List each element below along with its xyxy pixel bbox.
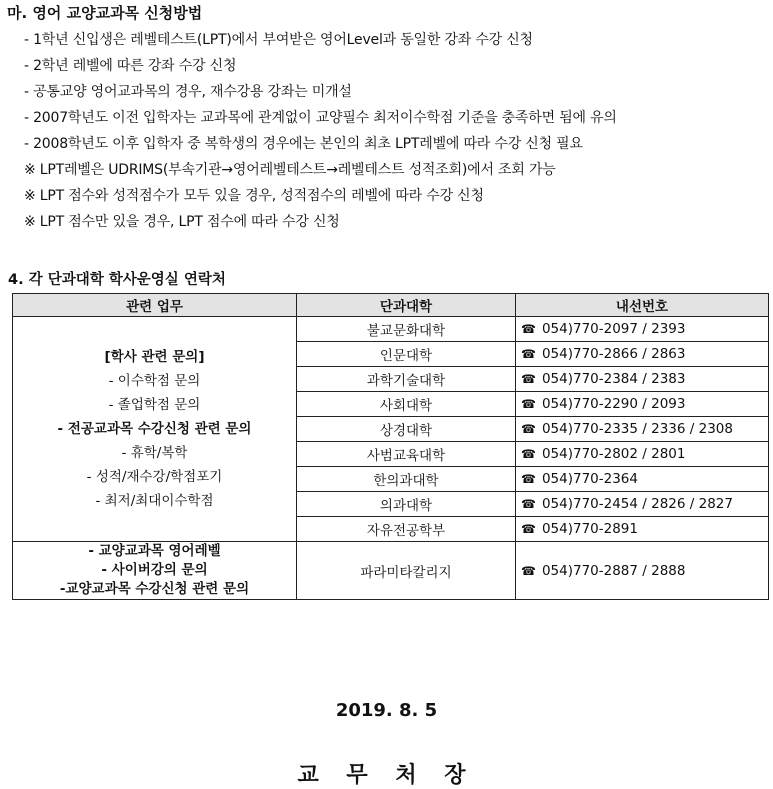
instruction-item: - 공통교양 영어교과목의 경우, 재수강용 강좌는 미개설 <box>24 84 352 100</box>
note-item: ※ LPT 점수와 성적점수가 모두 있을 경우, 성적점수의 레벨에 따라 수강 신청 <box>24 188 484 204</box>
extension-number: 054)770-2891 <box>541 521 638 537</box>
extension-number: 054)770-2097 / 2393 <box>541 321 686 337</box>
college-name: 의과대학 <box>297 492 516 517</box>
college-name: 과학기술대학 <box>297 367 516 392</box>
phone-icon: ☎ <box>521 563 536 578</box>
college-name: 인문대학 <box>297 342 516 367</box>
document-date: 2019. 8. 5 <box>335 700 438 721</box>
college-name: 사회대학 <box>297 392 516 417</box>
note-item: ※ LPT 점수만 있을 경우, LPT 점수에 따라 수강 신청 <box>24 214 340 230</box>
liberal-arts-inquiry-cell <box>13 542 297 600</box>
instruction-item: - 1학년 신입생은 레벨테스트(LPT)에서 부여받은 영어Level과 동일한 강좌 수강 신청 <box>24 32 533 48</box>
college-name: 자유전공학부 <box>297 517 516 542</box>
academic-inquiry-cell <box>13 317 297 542</box>
instruction-item: - 2학년 레벨에 따른 강좌 수강 신청 <box>24 58 237 74</box>
extension-number: 054)770-2887 / 2888 <box>541 562 686 579</box>
extension-number: 054)770-2802 / 2801 <box>541 446 686 462</box>
phone-icon: ☎ <box>521 422 536 436</box>
college-name: 상경대학 <box>297 417 516 442</box>
phone-icon: ☎ <box>521 472 536 486</box>
college-name: 파라미타칼리지 <box>297 542 516 600</box>
extension-number: 054)770-2384 / 2383 <box>541 371 686 387</box>
extension-number: 054)770-2454 / 2826 / 2827 <box>541 496 733 512</box>
phone-icon: ☎ <box>521 322 536 336</box>
phone-icon: ☎ <box>521 347 536 361</box>
extension-number: 054)770-2866 / 2863 <box>541 346 686 362</box>
table-row <box>13 317 769 342</box>
instruction-item: - 2007학년도 이전 입학자는 교과목에 관계없이 교양필수 최저이수학점 기준을 충족하면 됨에 유의 <box>24 110 617 126</box>
note-item: ※ LPT레벨은 UDRIMS(부속기관→영어레벨테스트→레벨테스트 성적조회)에서 조회 가능 <box>24 162 556 178</box>
task-line: - 이수학점 문의 <box>108 373 201 389</box>
section-ma-title: 마. 영어 교양교과목 신청방법 <box>7 4 203 22</box>
task-line: - 전공교과목 수강신청 관련 문의 <box>57 421 252 437</box>
header-task: 관련 업무 <box>13 294 297 317</box>
phone-icon: ☎ <box>521 497 536 511</box>
phone-icon: ☎ <box>521 372 536 386</box>
college-name: 불교문화대학 <box>297 317 516 342</box>
task-line: - 졸업학점 문의 <box>108 397 201 413</box>
college-name: 한의과대학 <box>297 467 516 492</box>
extension-number: 054)770-2290 / 2093 <box>541 396 686 412</box>
task-line: - 성적/재수강/학점포기 <box>86 469 223 485</box>
task-line: - 사이버강의 문의 <box>101 562 208 578</box>
task-line: - 휴학/복학 <box>121 445 188 461</box>
college-name: 사범교육대학 <box>297 442 516 467</box>
header-college: 단과대학 <box>297 294 516 317</box>
task-line: -교양교과목 수강신청 관련 문의 <box>59 581 250 597</box>
table-header-row <box>13 294 769 317</box>
phone-icon: ☎ <box>521 447 536 461</box>
table-row <box>13 542 769 600</box>
academic-inquiry-heading: [학사 관련 문의] <box>104 349 205 365</box>
extension-number: 054)770-2364 <box>541 471 638 487</box>
extension-number: 054)770-2335 / 2336 / 2308 <box>541 421 733 437</box>
contact-table <box>12 293 769 600</box>
header-extension: 내선번호 <box>516 294 769 317</box>
phone-icon: ☎ <box>521 397 536 411</box>
issuer-signature: 교 무 처 장 <box>297 763 476 788</box>
task-line: - 교양교과목 영어레벨 <box>88 543 221 559</box>
section-4-title: 4. 각 단과대학 학사운영실 연락처 <box>8 272 226 288</box>
phone-icon: ☎ <box>521 522 536 536</box>
english-course-instructions <box>24 27 617 235</box>
task-line: - 최저/최대이수학점 <box>95 493 214 509</box>
instruction-item: - 2008학년도 이후 입학자 중 복학생의 경우에는 본인의 최초 LPT레벨에 따라 수강 신청 필요 <box>24 136 583 152</box>
